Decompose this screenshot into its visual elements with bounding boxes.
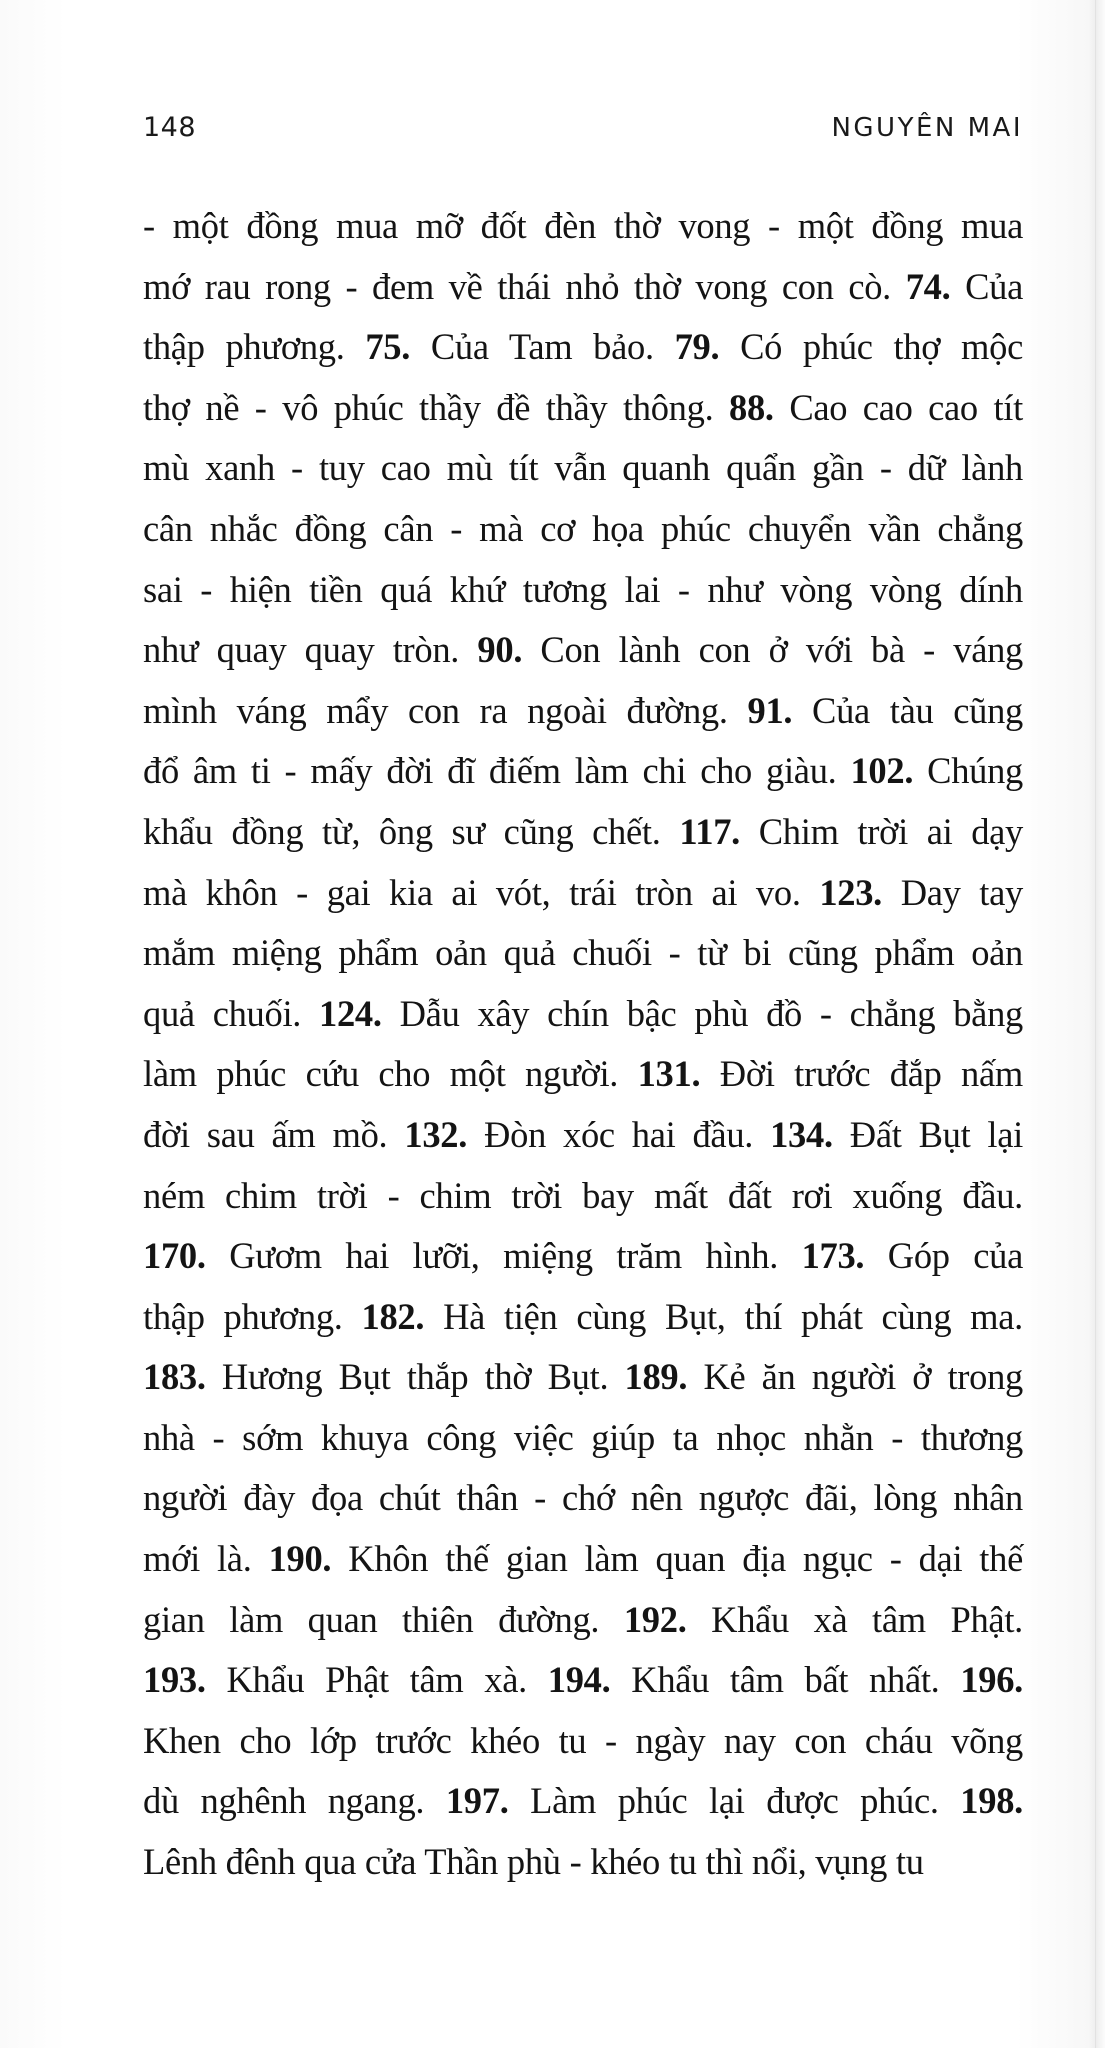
text-line: [143, 1771, 1023, 1832]
running-header: [143, 112, 1023, 152]
proverb-number: 91.: [747, 689, 793, 731]
text-line: [143, 1408, 1023, 1469]
text-segment: Kẻ ăn người ở trong: [687, 1356, 1023, 1398]
text-segment: Lênh đênh qua cửa Thần phù - khéo tu thì nổi, vụng tu: [143, 1841, 924, 1883]
text-segment: Dẫu xây chín bậc phù đồ - chẳng bằng: [381, 992, 1023, 1034]
proverb-number: 192.: [623, 1598, 687, 1640]
text-line: [143, 1105, 1023, 1166]
text-line: [143, 681, 1023, 742]
text-segment: mình váng mẩy con ra ngoài đường.: [143, 689, 748, 731]
proverb-number: 131.: [637, 1053, 701, 1095]
text-line: [143, 1044, 1023, 1105]
text-line: [143, 1166, 1023, 1227]
page-number: 148: [143, 112, 197, 143]
proverb-number: 79.: [674, 326, 720, 368]
text-segment: Hà tiện cùng Bụt, thí phát cùng ma.: [424, 1295, 1023, 1337]
text-segment: Khen cho lớp trước khéo tu - ngày nay con cháu võng: [143, 1719, 1023, 1761]
text-line: [143, 257, 1023, 318]
text-segment: mà khôn - gai kia ai vót, trái tròn ai vo.: [143, 871, 820, 913]
text-segment: dù nghênh ngang.: [143, 1780, 446, 1822]
text-segment: mù xanh - tuy cao mù tít vẫn quanh quẩn gần - dữ lành: [143, 447, 1023, 489]
text-segment: mớ rau rong - đem về thái nhỏ thờ vong con cò.: [143, 265, 906, 307]
running-title-author: NGUYÊN MAI: [831, 113, 1023, 143]
proverb-number: 132.: [404, 1113, 468, 1155]
text-segment: như quay quay tròn.: [143, 629, 478, 671]
proverb-number: 196.: [960, 1659, 1023, 1701]
text-segment: Có phúc thợ mộc: [719, 326, 1024, 368]
proverb-number: 198.: [960, 1780, 1023, 1822]
text-line: [143, 984, 1023, 1045]
text-segment: mới là.: [143, 1538, 269, 1580]
text-line: [143, 196, 1023, 257]
text-segment: người đày đọa chút thân - chớ nên ngược đãi, lòng nhân: [143, 1477, 1023, 1519]
text-line: [143, 1590, 1023, 1651]
text-segment: Của Tam bảo.: [410, 326, 675, 368]
proverb-number: 74.: [905, 265, 951, 307]
text-segment: cân nhắc đồng cân - mà cơ họa phúc chuyển vần chẳng: [143, 507, 1023, 549]
proverb-number: 117.: [679, 810, 740, 852]
text-line: [143, 499, 1023, 560]
text-segment: nhà - sớm khuya công việc giúp ta nhọc nhằn - thương: [143, 1416, 1023, 1458]
text-segment: Khẩu xà tâm Phật.: [686, 1598, 1023, 1640]
text-line: [143, 1650, 1023, 1711]
proverb-number: 124.: [319, 992, 382, 1034]
text-segment: Khẩu tâm bất nhất.: [610, 1659, 961, 1701]
text-segment: Con lành con ở với bà - váng: [522, 629, 1023, 671]
text-line: [143, 1832, 1023, 1893]
text-line: [143, 1468, 1023, 1529]
text-line: [143, 378, 1023, 439]
proverb-number: 197.: [445, 1780, 509, 1822]
text-line: [143, 317, 1023, 378]
text-segment: Đòn xóc hai đầu.: [467, 1113, 771, 1155]
text-line: [143, 620, 1023, 681]
proverb-number: 134.: [770, 1113, 833, 1155]
text-segment: - một đồng mua mỡ đốt đèn thờ vong - một đồng mua: [143, 205, 1023, 246]
text-segment: Của tàu cũng: [792, 689, 1023, 731]
proverb-number: 90.: [477, 629, 523, 671]
text-line: [143, 1226, 1023, 1287]
proverb-number: 190.: [268, 1538, 332, 1580]
text-segment: đổ âm ti - mấy đời đĩ điếm làm chi cho giàu.: [143, 750, 851, 792]
text-segment: Day tay: [882, 871, 1023, 913]
text-segment: thập phương.: [143, 1295, 362, 1337]
proverb-number: 194.: [547, 1659, 611, 1701]
text-segment: quả chuối.: [143, 992, 320, 1034]
text-segment: Làm phúc lại được phúc.: [508, 1780, 961, 1822]
proverb-number: 75.: [365, 326, 411, 368]
text-segment: thợ nề - vô phúc thầy đề thầy thông.: [143, 386, 729, 428]
text-line: [143, 1287, 1023, 1348]
text-segment: đời sau ấm mồ.: [143, 1113, 405, 1155]
page-edge-divider: [1095, 0, 1096, 2048]
text-segment: thập phương.: [143, 326, 366, 368]
text-line: [143, 863, 1023, 924]
text-line: [143, 1711, 1023, 1772]
text-segment: Chúng: [913, 750, 1023, 792]
text-line: [143, 741, 1023, 802]
text-segment: Khẩu Phật tâm xà.: [205, 1659, 548, 1701]
proverb-number: 88.: [729, 386, 774, 428]
text-segment: làm phúc cứu cho một người.: [143, 1053, 638, 1095]
text-line: [143, 1347, 1023, 1408]
proverb-number: 193.: [143, 1659, 206, 1701]
proverb-number: 123.: [819, 871, 883, 913]
body-text: [143, 196, 1023, 1893]
text-segment: Đời trước đắp nấm: [700, 1053, 1023, 1095]
text-segment: Hương Bụt thắp thờ Bụt.: [205, 1356, 625, 1398]
text-segment: Gươm hai lưỡi, miệng trăm hình.: [205, 1235, 802, 1277]
text-segment: Cao cao cao tít: [773, 386, 1023, 428]
text-segment: gian làm quan thiên đường.: [143, 1598, 624, 1640]
text-segment: ném chim trời - chim trời bay mất đất rơi xuống đầu.: [143, 1174, 1023, 1216]
text-segment: Góp của: [864, 1235, 1023, 1277]
text-segment: Đất Bụt lại: [832, 1113, 1023, 1155]
text-line: [143, 1529, 1023, 1590]
proverb-number: 189.: [624, 1356, 688, 1398]
text-segment: Khôn thế gian làm quan địa ngục - dại thế: [331, 1538, 1023, 1580]
proverb-number: 182.: [361, 1295, 425, 1337]
text-line: [143, 802, 1023, 863]
proverb-number: 170.: [143, 1235, 206, 1277]
proverb-number: 183.: [143, 1356, 206, 1398]
proverb-number: 173.: [801, 1235, 865, 1277]
text-line: [143, 560, 1023, 621]
text-segment: Chim trời ai dạy: [740, 810, 1023, 852]
text-segment: sai - hiện tiền quá khứ tương lai - như vòng vòng dính: [143, 568, 1023, 610]
text-line: [143, 438, 1023, 499]
proverb-number: 102.: [850, 750, 914, 792]
text-segment: mắm miệng phẩm oản quả chuối - từ bi cũng phẩm oản: [143, 932, 1023, 974]
text-segment: Của: [950, 265, 1023, 307]
text-line: [143, 923, 1023, 984]
text-segment: khẩu đồng từ, ông sư cũng chết.: [143, 810, 680, 852]
